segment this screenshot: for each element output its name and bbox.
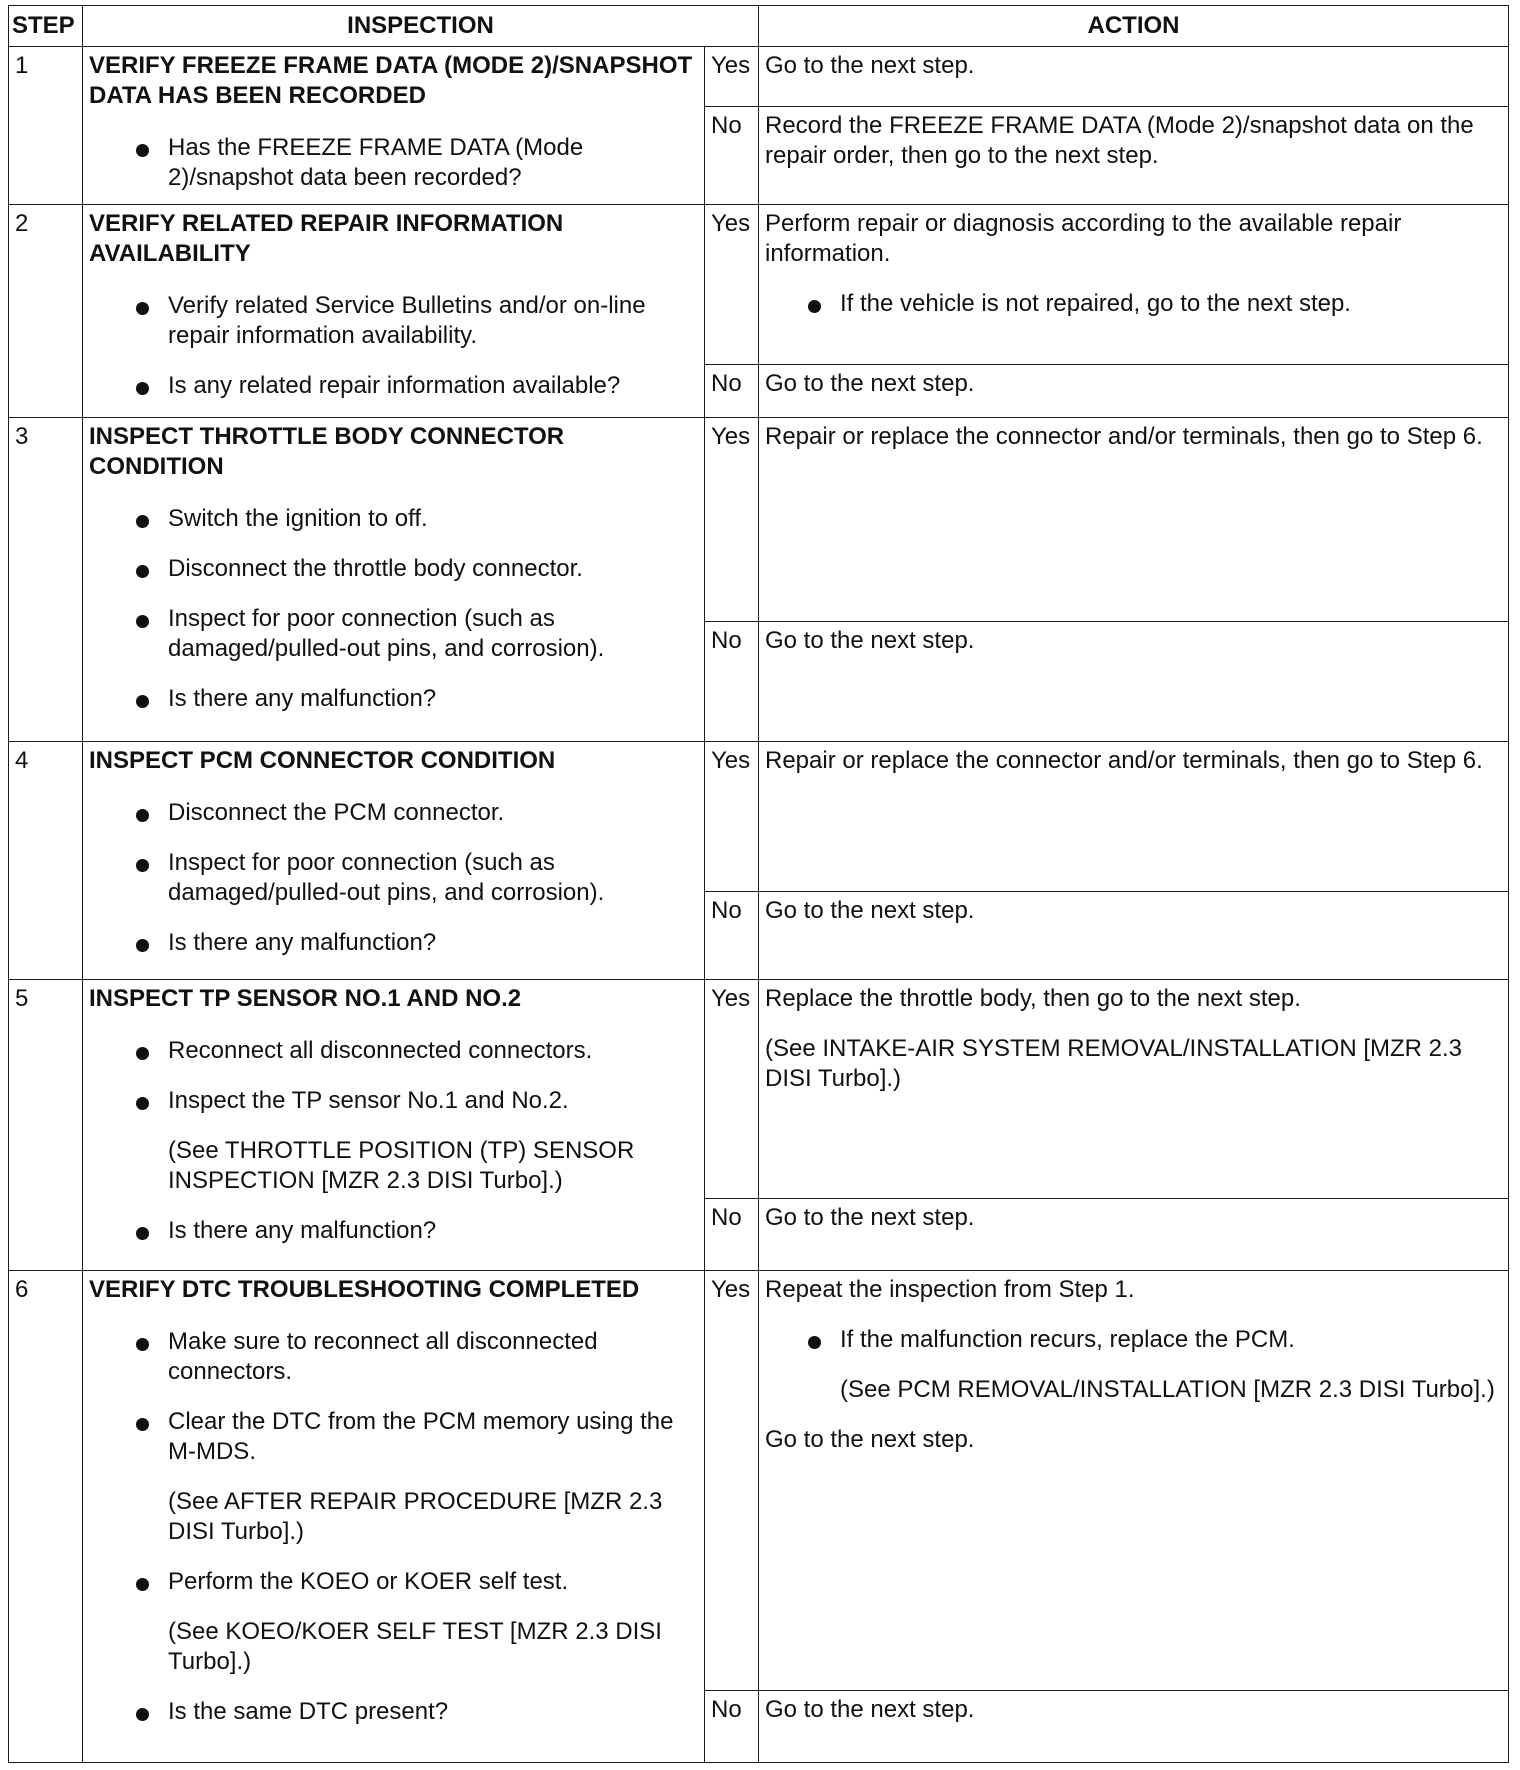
header-step: STEP — [9, 6, 83, 47]
step-number: 6 — [9, 1271, 83, 1763]
bullet-icon — [136, 1418, 149, 1431]
step-number: 2 — [9, 205, 83, 418]
yes-action-cell — [759, 418, 1509, 621]
bullet-item: Disconnect the throttle body connector. — [89, 554, 698, 584]
bullet-icon — [136, 615, 149, 628]
bullet-item: Is there any malfunction? — [89, 684, 698, 714]
bullet-icon — [136, 809, 149, 822]
action-text: Repeat the inspection from Step 1. — [765, 1276, 1135, 1304]
yes-label: Yes — [705, 980, 759, 1199]
action-text: Repair or replace the connector and/or terminals, then go to Step 6. — [765, 423, 1483, 451]
bullet-item: Inspect for poor connection (such as damaged/pulled-out pins, and corrosion). — [89, 604, 698, 664]
bullet-item: Is there any malfunction? — [89, 928, 698, 958]
bullet-icon — [136, 1708, 149, 1721]
table-row — [9, 741, 1509, 891]
step-title: INSPECT THROTTLE BODY CONNECTOR CONDITION — [89, 423, 565, 481]
bullet-icon — [136, 1338, 149, 1351]
action-bullet: If the malfunction recurs, replace the PCM. — [765, 1325, 1502, 1355]
yes-label: Yes — [705, 47, 759, 107]
header-action: ACTION — [759, 6, 1509, 47]
inspection-cell — [83, 1271, 705, 1763]
reference-text: (See AFTER REPAIR PROCEDURE [MZR 2.3 DISI Turbo].) — [168, 1488, 663, 1546]
no-action-cell — [759, 1690, 1509, 1762]
yes-label: Yes — [705, 1271, 759, 1690]
action-text: Go to the next step. — [765, 1204, 975, 1232]
action-text: Go to the next step. — [765, 896, 975, 924]
step-number: 5 — [9, 980, 83, 1271]
table-row — [9, 980, 1509, 1199]
inspection-cell — [83, 205, 705, 418]
action-bullet: If the vehicle is not repaired, go to the next step. — [765, 289, 1502, 319]
table-header-row — [9, 6, 1509, 47]
bullet-icon — [136, 1047, 149, 1060]
action-text: Go to the next step. — [765, 626, 975, 654]
bullet-icon — [136, 695, 149, 708]
action-text: Perform repair or diagnosis according to the available repair information. — [765, 210, 1402, 268]
bullet-icon — [136, 382, 149, 395]
action-text: Replace the throttle body, then go to the next step. — [765, 985, 1301, 1013]
step-title: VERIFY DTC TROUBLESHOOTING COMPLETED — [89, 1276, 640, 1304]
bullet-item: Is there any malfunction? — [89, 1216, 698, 1246]
no-action-cell — [759, 1199, 1509, 1271]
yes-label: Yes — [705, 418, 759, 621]
bullet-icon — [136, 1578, 149, 1591]
table-row — [9, 47, 1509, 107]
bullet-icon — [808, 1336, 821, 1349]
no-label: No — [705, 891, 759, 979]
bullet-icon — [136, 144, 149, 157]
reference-text: (See PCM REMOVAL/INSTALLATION [MZR 2.3 DISI Turbo].) — [840, 1376, 1495, 1404]
bullet-item: Perform the KOEO or KOER self test. — [89, 1567, 698, 1597]
action-text: Go to the next step. — [765, 52, 975, 79]
yes-label: Yes — [705, 741, 759, 891]
inspection-cell — [83, 980, 705, 1271]
bullet-icon — [136, 1097, 149, 1110]
bullet-item: Verify related Service Bulletins and/or on-line repair information availability. — [89, 291, 698, 351]
reference-text: (See KOEO/KOER SELF TEST [MZR 2.3 DISI Turbo].) — [168, 1618, 662, 1676]
bullet-icon — [136, 515, 149, 528]
table-row — [9, 1271, 1509, 1690]
yes-action-cell — [759, 47, 1509, 107]
no-action-cell — [759, 621, 1509, 741]
bullet-item: Reconnect all disconnected connectors. — [89, 1036, 698, 1066]
reference-text: (See INTAKE-AIR SYSTEM REMOVAL/INSTALLATION [MZR 2.3 DISI Turbo].) — [765, 1035, 1463, 1093]
bullet-icon — [136, 1227, 149, 1240]
bullet-item: Disconnect the PCM connector. — [89, 798, 698, 828]
no-action-cell — [759, 891, 1509, 979]
no-label: No — [705, 621, 759, 741]
reference-text: (See THROTTLE POSITION (TP) SENSOR INSPECTION [MZR 2.3 DISI Turbo].) — [168, 1137, 635, 1195]
inspection-cell — [83, 418, 705, 741]
table-row — [9, 205, 1509, 365]
yes-action-cell — [759, 980, 1509, 1199]
no-label: No — [705, 1690, 759, 1762]
step-title: VERIFY RELATED REPAIR INFORMATION AVAILABILITY — [89, 210, 564, 268]
bullet-item: Is any related repair information available? — [89, 371, 698, 401]
no-action-cell — [759, 107, 1509, 205]
diagnostic-procedure-table — [8, 5, 1509, 1763]
bullet-icon — [136, 859, 149, 872]
bullet-icon — [808, 300, 821, 313]
bullet-item: Clear the DTC from the PCM memory using the M-MDS. — [89, 1407, 698, 1467]
bullet-item: Switch the ignition to off. — [89, 504, 698, 534]
no-label: No — [705, 365, 759, 418]
header-inspection: INSPECTION — [83, 6, 759, 47]
bullet-icon — [136, 939, 149, 952]
no-label: No — [705, 1199, 759, 1271]
action-text: Go to the next step. — [765, 370, 975, 398]
no-action-cell — [759, 365, 1509, 418]
yes-action-cell — [759, 205, 1509, 365]
step-title: INSPECT PCM CONNECTOR CONDITION — [89, 746, 556, 774]
yes-action-cell — [759, 1271, 1509, 1690]
bullet-item: Is the same DTC present? — [89, 1697, 698, 1727]
bullet-item: Has the FREEZE FRAME DATA (Mode 2)/snapshot data been recorded? — [89, 133, 698, 193]
inspection-cell — [83, 47, 705, 205]
action-text: Go to the next step. — [765, 1695, 975, 1723]
step-number: 4 — [9, 741, 83, 979]
step-title: INSPECT TP SENSOR NO.1 AND NO.2 — [89, 985, 522, 1013]
step-number: 3 — [9, 418, 83, 741]
bullet-icon — [136, 565, 149, 578]
action-text: Repair or replace the connector and/or terminals, then go to Step 6. — [765, 746, 1483, 774]
step-title: VERIFY FREEZE FRAME DATA (MODE 2)/SNAPSHOT DATA HAS BEEN RECORDED — [89, 52, 693, 109]
action-text: Go to the next step. — [765, 1426, 975, 1454]
action-text: Record the FREEZE FRAME DATA (Mode 2)/snapshot data on the repair order, then go to the next step. — [765, 112, 1474, 170]
yes-label: Yes — [705, 205, 759, 365]
yes-action-cell — [759, 741, 1509, 891]
inspection-cell — [83, 741, 705, 979]
bullet-item: Inspect the TP sensor No.1 and No.2. — [89, 1086, 698, 1116]
bullet-icon — [136, 302, 149, 315]
table-row — [9, 418, 1509, 621]
no-label: No — [705, 107, 759, 205]
bullet-item: Make sure to reconnect all disconnected connectors. — [89, 1327, 698, 1387]
step-number: 1 — [9, 47, 83, 205]
bullet-item: Inspect for poor connection (such as damaged/pulled-out pins, and corrosion). — [89, 848, 698, 908]
